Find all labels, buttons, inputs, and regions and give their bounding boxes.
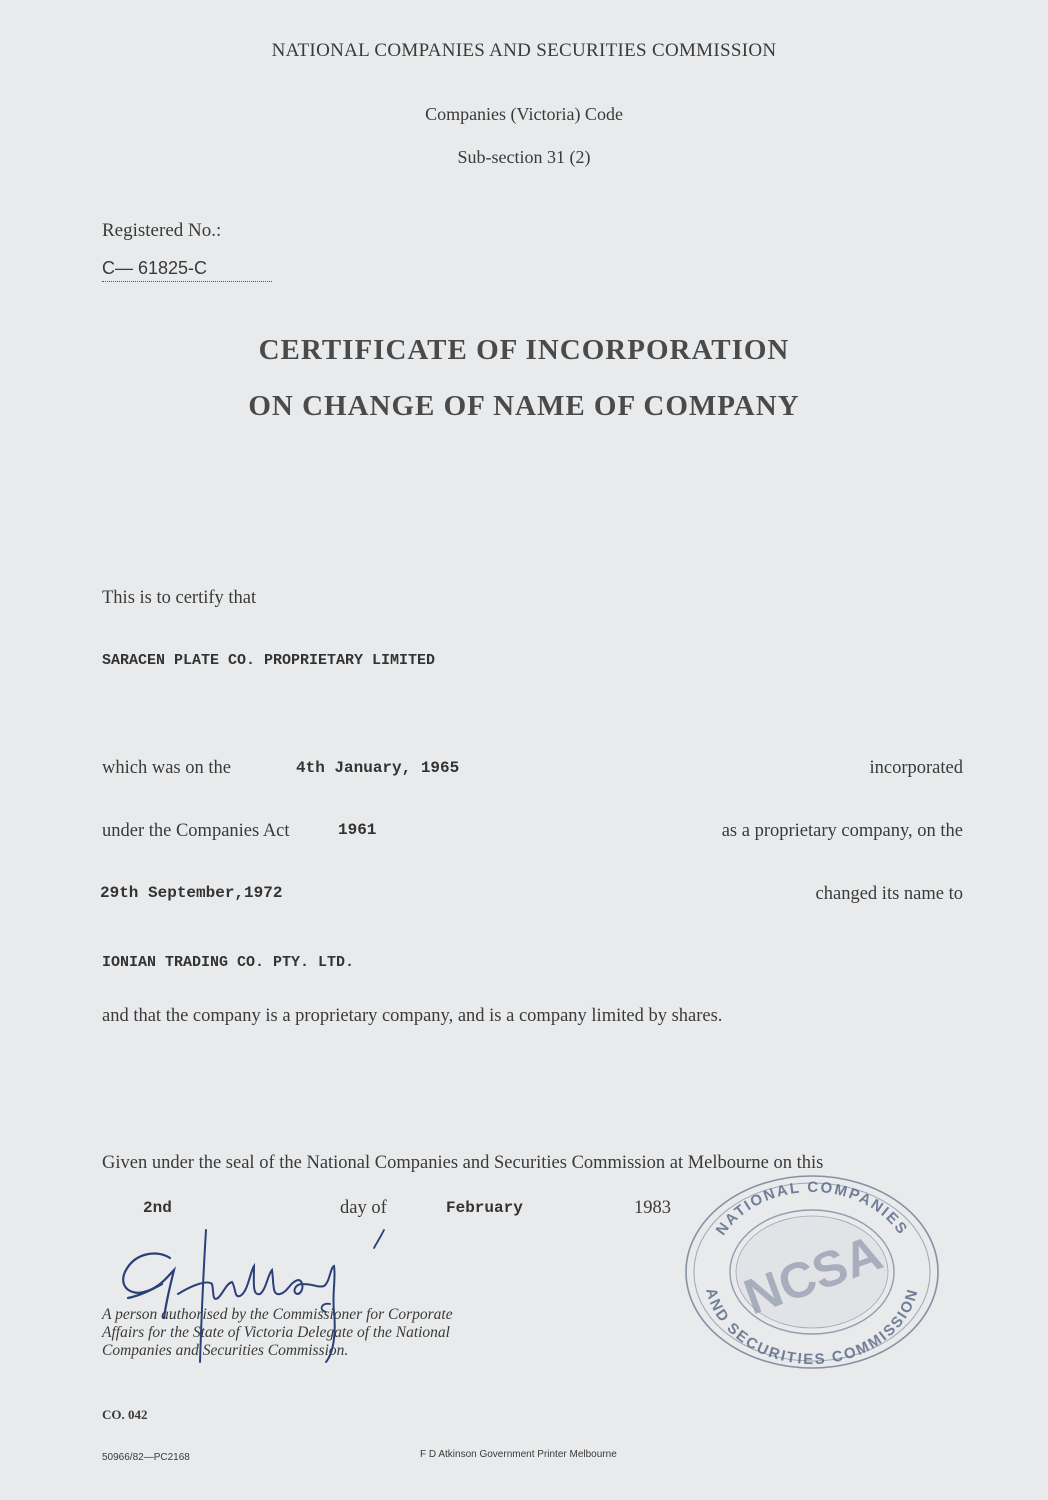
authorisation-line3: Companies and Securities Commission.: [102, 1342, 349, 1359]
registered-number-label: Registered No.:: [102, 220, 222, 241]
former-company-name: SARACEN PLATE CO. PROPRIETARY LIMITED: [102, 652, 436, 669]
svg-text:NATIONAL COMPANIES: NATIONAL COMPANIES: [712, 1178, 912, 1239]
changed-name-text: changed its name to: [815, 884, 963, 904]
certificate-title-line1: CERTIFICATE OF INCORPORATION: [258, 334, 790, 366]
svg-text:AND SECURITIES COMMISSION: AND SECURITIES COMMISSION: [702, 1286, 922, 1369]
authorisation-line2: Affairs for the State of Victoria Delegate of the National: [102, 1324, 450, 1341]
form-code: CO. 042: [102, 1407, 148, 1422]
incorporation-date: 4th January, 1965: [296, 759, 460, 777]
given-under-seal-text: Given under the seal of the National Companies and Securities Commission at Melbourne on this: [102, 1153, 824, 1173]
commission-header: NATIONAL COMPANIES AND SECURITIES COMMISSION: [271, 40, 777, 61]
print-code: 50966/82—PC2168: [102, 1452, 190, 1463]
which-was-text: which was on the: [102, 758, 231, 778]
government-printer: F D Atkinson Government Printer Melbourne: [420, 1449, 617, 1460]
proprietary-company-text: as a proprietary company, on the: [721, 821, 963, 841]
code-subtitle: Companies (Victoria) Code: [425, 104, 623, 124]
act-year: 1961: [338, 821, 377, 839]
given-day: 2nd: [143, 1199, 172, 1217]
registered-number-value: C— 61825-C: [102, 258, 272, 282]
svg-text:NCSA: NCSA: [736, 1224, 890, 1326]
certify-text: This is to certify that: [102, 588, 257, 608]
change-date: 29th September,1972: [100, 884, 283, 902]
incorporated-text: incorporated: [869, 758, 963, 778]
authorisation-line1: A person authorised by the Commissioner for Corporate: [102, 1306, 453, 1323]
closing-statement: and that the company is a proprietary company, and is a company limited by shares.: [102, 1006, 723, 1026]
given-year: 1983: [634, 1198, 671, 1218]
commission-seal: [683, 1172, 941, 1372]
new-company-name: IONIAN TRADING CO. PTY. LTD.: [102, 954, 355, 971]
under-act-text: under the Companies Act: [102, 821, 290, 841]
certificate-title-line2: ON CHANGE OF NAME OF COMPANY: [248, 390, 800, 422]
subsection-subtitle: Sub-section 31 (2): [457, 147, 591, 167]
handwritten-signature: [108, 1222, 418, 1372]
given-month: February: [446, 1199, 523, 1217]
day-of-text: day of: [340, 1198, 387, 1218]
